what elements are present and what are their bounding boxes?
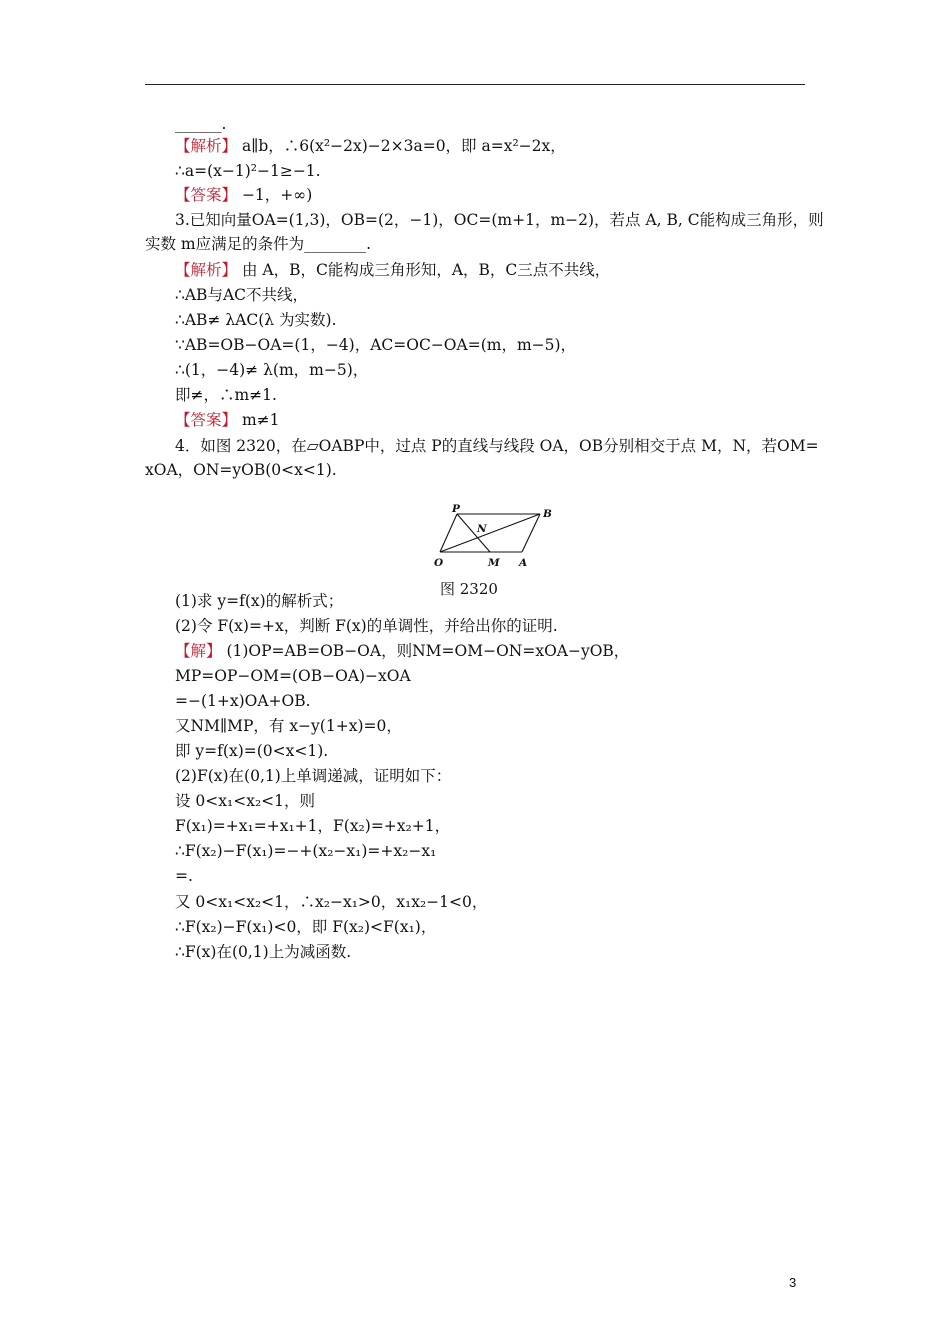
line-text: a∥b，∴6(x²−2x)−2×3a=0，即 a=x²−2x， bbox=[237, 137, 566, 155]
text-line bbox=[175, 917, 436, 937]
line-text: 即≠，∴m≠1. bbox=[175, 386, 277, 404]
line-text: 3.已知向量OA=(1,3)，OB=(2，−1)，OC=(m+1，m−2)，若点 A, B, C能构成三角形，则 bbox=[175, 211, 824, 229]
section-tag: 【解析】 bbox=[175, 137, 238, 155]
label-n: N bbox=[477, 523, 487, 535]
line-text: ∴F(x₂)−F(x₁)<0，即 F(x₂)<F(x₁)， bbox=[175, 918, 437, 936]
line-text: xOA，ON=yOB(0<x<1). bbox=[145, 461, 337, 479]
line-text: −1，+∞) bbox=[237, 186, 313, 204]
line-text: ∴F(x)在(0,1)上为减函数. bbox=[175, 943, 352, 961]
text-line bbox=[175, 335, 576, 355]
line-text: 又NM∥MP，有 x−y(1+x)=0， bbox=[175, 717, 402, 735]
text-line bbox=[175, 260, 610, 280]
section-tag: 【答案】 bbox=[175, 411, 238, 429]
line-text: ∴AB≠ λAC(λ 为实数). bbox=[175, 311, 337, 329]
line-text: (1)OP=AB=OB−OA，则NM=OM−ON=xOA−yOB， bbox=[221, 642, 630, 660]
line-text: 实数 m应满足的条件为________. bbox=[145, 235, 372, 253]
page-number: 3 bbox=[789, 1275, 797, 1290]
line-text: 即 y=f(x)=(0<x<1). bbox=[175, 742, 329, 760]
header-rule bbox=[145, 84, 805, 85]
line-text: ∴a=(x−1)²−1≥−1. bbox=[175, 162, 321, 180]
text-line bbox=[175, 892, 487, 912]
text-line bbox=[175, 310, 337, 330]
line-text: (1)求 y=f(x)的解析式； bbox=[175, 592, 344, 610]
parallelogram-figure bbox=[430, 504, 555, 576]
label-p: P bbox=[452, 504, 460, 515]
line-text: =−(1+x)OA+OB. bbox=[175, 692, 311, 710]
text-line bbox=[175, 816, 450, 836]
text-line bbox=[175, 942, 351, 962]
line-text: =. bbox=[175, 867, 193, 885]
line-text: MP=OP−OM=(OB−OA)−xOA bbox=[175, 667, 411, 685]
section-tag: 【解】 bbox=[175, 642, 222, 660]
text-line bbox=[175, 591, 343, 611]
text-line bbox=[175, 666, 411, 686]
line-text: 又 0<x₁<x₂<1，∴x₂−x₁>0，x₁x₂−1<0， bbox=[175, 893, 488, 911]
label-a: A bbox=[519, 557, 528, 569]
label-b: B bbox=[543, 508, 552, 520]
text-line bbox=[175, 385, 277, 405]
label-m: M bbox=[488, 557, 500, 569]
text-line bbox=[175, 641, 629, 661]
line-text: ______. bbox=[175, 115, 227, 133]
line-text: ∴AB与AC不共线， bbox=[175, 286, 308, 304]
text-line bbox=[175, 436, 819, 456]
text-line bbox=[175, 285, 308, 305]
text-line bbox=[175, 114, 226, 134]
text-line bbox=[175, 210, 824, 230]
line-text: 设 0<x₁<x₂<1，则 bbox=[175, 792, 316, 810]
text-line bbox=[175, 691, 311, 711]
line-text: 4．如图 2320，在▱OABP中，过点 P的直线与线段 OA，OB分别相交于点 M，N，若OM= bbox=[175, 437, 819, 455]
text-line bbox=[175, 410, 280, 430]
line-text: ∵AB=OB−OA=(1，−4)，AC=OC−OA=(m，m−5)， bbox=[175, 336, 577, 354]
text-line bbox=[175, 360, 368, 380]
line-text: (2)令 F(x)=+x，判断 F(x)的单调性，并给出你的证明. bbox=[175, 617, 558, 635]
section-tag: 【解析】 bbox=[175, 261, 238, 279]
section-tag: 【答案】 bbox=[175, 186, 238, 204]
text-line bbox=[145, 460, 337, 480]
text-line bbox=[175, 616, 558, 636]
line-text: 由 A，B，C能构成三角形知，A，B，C三点不共线， bbox=[237, 261, 611, 279]
text-line bbox=[175, 185, 312, 205]
line-text: m≠1 bbox=[237, 411, 280, 429]
text-line bbox=[175, 866, 193, 886]
text-line bbox=[175, 791, 315, 811]
text-line bbox=[145, 234, 371, 254]
figure-caption: 图 2320 bbox=[440, 580, 498, 598]
text-line bbox=[175, 741, 328, 761]
line-text: ∴(1，−4)≠ λ(m，m−5)， bbox=[175, 361, 369, 379]
line-text: ∴F(x₂)−F(x₁)=−+(x₂−x₁)=+x₂−x₁ bbox=[175, 842, 437, 860]
text-line bbox=[175, 841, 436, 861]
text-line bbox=[175, 716, 402, 736]
label-o: O bbox=[434, 557, 444, 569]
text-line bbox=[175, 766, 451, 786]
line-text: (2)F(x)在(0,1)上单调递减，证明如下： bbox=[175, 767, 452, 785]
line-text: F(x₁)=+x₁=+x₁+1，F(x₂)=+x₂+1， bbox=[175, 817, 451, 835]
text-line bbox=[175, 136, 566, 156]
text-line bbox=[175, 161, 321, 181]
